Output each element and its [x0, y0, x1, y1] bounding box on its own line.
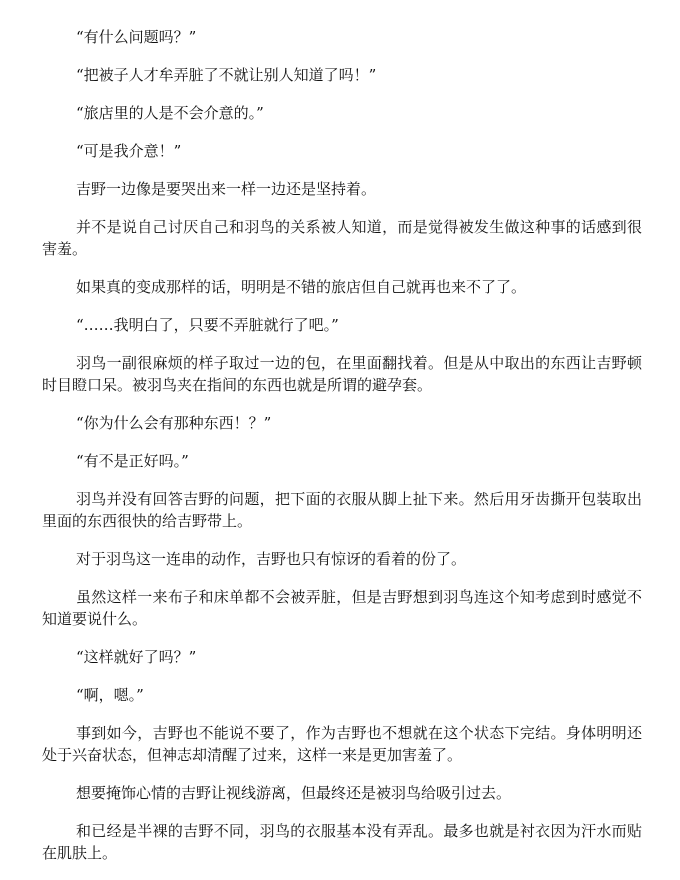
- paragraph: “旅店里的人是不会介意的。”: [76, 104, 264, 122]
- paragraph: 羽鸟并没有回答吉野的问题，把下面的衣服从脚上扯下来。然后用牙齿撕开包装取出里面的东西很快的给吉野带上。: [42, 490, 642, 530]
- paragraph: “你为什么会有那种东西！？”: [76, 414, 272, 432]
- paragraph: “有不是正好吗。”: [76, 452, 189, 470]
- paragraph: 对于羽鸟这一连串的动作，吉野也只有惊讶的看着的份了。: [76, 550, 467, 568]
- paragraph: “把被子人才牟弄脏了不就让别人知道了吗！”: [76, 66, 377, 84]
- paragraph: 事到如今，吉野也不能说不要了，作为吉野也不想就在这个状态下完结。身体明明还处于兴奋状态，但神志却清醒了过来，这样一来是更加害羞了。: [42, 724, 642, 764]
- paragraph: “可是我介意！”: [76, 142, 182, 160]
- paragraph: “啊，嗯。”: [76, 686, 144, 704]
- paragraph: “……我明白了，只要不弄脏就行了吧。”: [76, 316, 339, 334]
- paragraph: 并不是说自己讨厌自己和羽鸟的关系被人知道，而是觉得被发生做这种事的话感到很害羞。: [42, 218, 642, 258]
- paragraph: “这样就好了吗？”: [76, 648, 197, 666]
- paragraph: 虽然这样一来布子和床单都不会被弄脏，但是吉野想到羽鸟连这个知考虑到时感觉不知道要说什么。: [42, 588, 642, 628]
- document-body: [42, 26, 642, 880]
- paragraph: 羽鸟一副很麻烦的样子取过一边的包，在里面翻找着。但是从中取出的东西让吉野顿时目瞪口呆。被羽鸟夹在指间的东西也就是所谓的避孕套。: [42, 354, 642, 394]
- paragraph: 想要掩饰心情的吉野让视线游离，但最终还是被羽鸟给吸引过去。: [76, 784, 512, 802]
- paragraph: 和已经是半裸的吉野不同，羽鸟的衣服基本没有弄乱。最多也就是衬衣因为汗水而贴在肌肤上。: [42, 822, 642, 862]
- paragraph: “有什么问题吗？”: [76, 28, 197, 46]
- paragraph: 如果真的变成那样的话，明明是不错的旅店但自己就再也来不了了。: [76, 278, 527, 296]
- paragraph: 吉野一边像是要哭出来一样一边还是坚持着。: [76, 180, 377, 198]
